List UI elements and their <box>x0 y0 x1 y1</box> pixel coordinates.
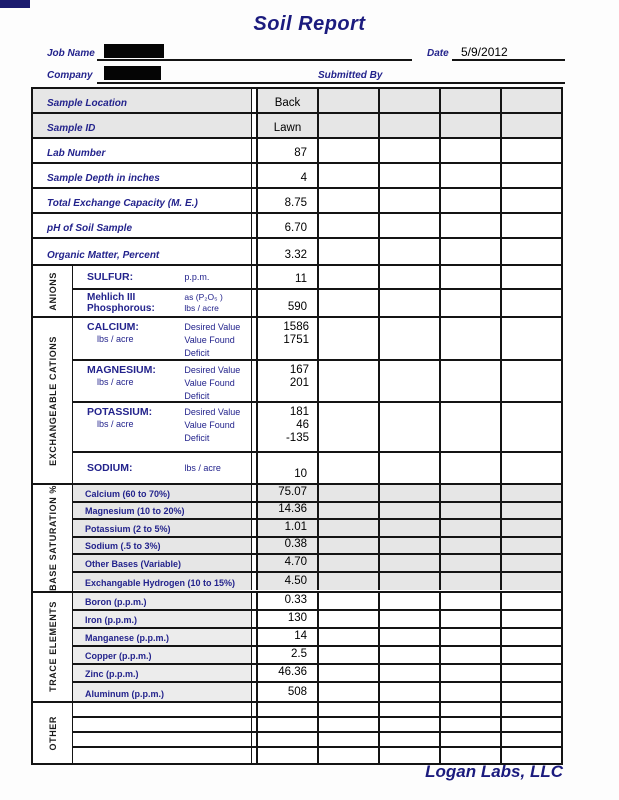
empty-cell <box>378 703 439 716</box>
empty-cell <box>500 665 561 681</box>
empty-cell <box>439 89 500 112</box>
table-row-potassium <box>73 403 561 453</box>
table-row-aluminum <box>73 683 561 701</box>
empty-cell <box>439 214 500 237</box>
unit-label: lbs / acre <box>184 303 219 313</box>
cell-value: 4.70 <box>256 555 317 571</box>
row-label: SULFUR: <box>87 270 134 283</box>
cell-value: 130 <box>256 611 317 627</box>
base-saturation-section <box>33 485 561 593</box>
cell-value: 1.01 <box>256 520 317 536</box>
other-section-label: OTHER <box>47 715 58 751</box>
cell-value: 167 201 <box>256 361 317 401</box>
base-saturation-sidebar <box>33 485 73 591</box>
table-row-sulfur <box>73 266 561 290</box>
empty-cell <box>500 647 561 663</box>
empty-cell <box>317 403 378 451</box>
empty-cell <box>317 266 378 288</box>
empty-cell <box>317 361 378 401</box>
sub-row-label: Desired Value <box>184 407 241 417</box>
empty-cell <box>439 703 500 716</box>
empty-cell <box>378 629 439 645</box>
row-label: CALCIUM: <box>87 321 139 333</box>
empty-cell <box>317 239 378 264</box>
row-label: Potassium (2 to 5%) <box>85 524 171 534</box>
unit-label: lbs / acre <box>97 419 134 429</box>
empty-cell <box>317 114 378 137</box>
empty-cell <box>317 665 378 681</box>
empty-cell <box>500 164 561 187</box>
empty-cell <box>256 748 317 763</box>
empty-cell <box>439 665 500 681</box>
empty-cell <box>378 555 439 571</box>
empty-cell <box>439 139 500 162</box>
other-section <box>33 703 561 763</box>
empty-cell <box>439 683 500 701</box>
empty-cell <box>500 214 561 237</box>
empty-cell <box>439 114 500 137</box>
empty-cell <box>317 503 378 518</box>
empty-cell <box>378 538 439 553</box>
sub-row-label: Desired Value <box>184 322 241 332</box>
cell-value: 0.38 <box>256 538 317 553</box>
empty-cell <box>317 453 378 483</box>
empty-cell <box>317 89 378 112</box>
row-label: Magnesium (10 to 20%) <box>85 506 185 516</box>
empty-cell <box>317 611 378 627</box>
table-row-copper <box>73 647 561 665</box>
empty-cell <box>439 290 500 316</box>
trace-elements-section-label: TRACE ELEMENTS <box>47 601 58 693</box>
page-title: Soil Report <box>253 13 366 35</box>
table-row-sample-location <box>33 89 561 114</box>
cell-value: 87 <box>256 139 317 162</box>
other-sidebar <box>33 703 73 763</box>
row-label: Boron (p.p.m.) <box>85 596 147 607</box>
cell-value: 1586 1751 <box>256 318 317 359</box>
table-row-sample-depth <box>33 164 561 189</box>
empty-cell <box>500 503 561 518</box>
empty-cell <box>439 647 500 663</box>
sub-row-label: Value Found <box>184 378 235 388</box>
empty-cell <box>378 318 439 359</box>
cell-value: Back <box>256 89 317 112</box>
table-row-calcium <box>73 318 561 361</box>
empty-cell <box>317 555 378 571</box>
empty-cell <box>378 114 439 137</box>
row-label: Aluminum (p.p.m.) <box>85 688 164 699</box>
empty-cell <box>378 239 439 264</box>
row-label: MAGNESIUM: <box>87 364 156 376</box>
table-row-ph <box>33 214 561 239</box>
empty-cell <box>317 290 378 316</box>
row-label: Total Exchange Capacity (M. E.) <box>47 198 198 209</box>
empty-cell <box>317 629 378 645</box>
empty-cell <box>378 718 439 731</box>
empty-cell <box>500 290 561 316</box>
cell-value: 6.70 <box>256 214 317 237</box>
anions-section <box>33 266 561 318</box>
sub-row-label: Value Found <box>184 335 235 345</box>
cell-value: 10 <box>256 453 317 483</box>
table-row-bs-other-bases <box>73 555 561 573</box>
empty-cell <box>378 611 439 627</box>
empty-cell <box>439 520 500 536</box>
empty-cell <box>317 164 378 187</box>
row-label: Sample Depth in inches <box>47 173 160 184</box>
empty-cell <box>439 453 500 483</box>
cell-value: 590 <box>256 290 317 316</box>
table-row-bs-calcium <box>73 485 561 503</box>
job-name-underline <box>97 59 412 61</box>
table-row-manganese <box>73 629 561 647</box>
empty-cell <box>500 318 561 359</box>
empty-cell <box>317 538 378 553</box>
cell-value: 8.75 <box>256 189 317 212</box>
empty-cell <box>500 593 561 609</box>
empty-label-cell <box>73 748 252 763</box>
cell-value: 4 <box>256 164 317 187</box>
empty-cell <box>378 485 439 501</box>
empty-cell <box>439 189 500 212</box>
empty-cell <box>317 733 378 746</box>
table-row-other-2 <box>73 718 561 733</box>
row-label: Calcium (60 to 70%) <box>85 489 171 499</box>
row-label: Zinc (p.p.m.) <box>85 668 139 679</box>
table-row-other-3 <box>73 733 561 748</box>
empty-cell <box>439 403 500 451</box>
table-row-organic-matter <box>33 239 561 264</box>
empty-cell <box>317 647 378 663</box>
empty-cell <box>378 748 439 763</box>
row-label: Sodium (.5 to 3%) <box>85 541 161 551</box>
empty-cell <box>500 239 561 264</box>
empty-cell <box>439 611 500 627</box>
empty-cell <box>256 703 317 716</box>
company-underline <box>97 82 565 84</box>
sub-row-label: Desired Value <box>184 365 241 375</box>
row-label: Organic Matter, Percent <box>47 250 160 261</box>
empty-cell <box>378 503 439 518</box>
empty-cell <box>439 266 500 288</box>
empty-cell <box>378 403 439 451</box>
unit-label: as (P₂O₅ ) <box>184 292 223 302</box>
cell-value: 11 <box>256 266 317 288</box>
table-row-bs-hydrogen <box>73 573 561 590</box>
cell-value: 75.07 <box>256 485 317 501</box>
empty-label-cell <box>73 703 252 716</box>
cations-sidebar <box>33 318 73 483</box>
table-row-other-1 <box>73 703 561 718</box>
anions-section-label: ANIONS <box>47 271 58 311</box>
submitted-by-label: Submitted By <box>318 70 383 81</box>
empty-cell <box>439 538 500 553</box>
row-label: POTASSIUM: <box>87 406 153 418</box>
empty-cell <box>317 748 378 763</box>
empty-cell <box>317 318 378 359</box>
empty-cell <box>500 403 561 451</box>
table-row-zinc <box>73 665 561 683</box>
date-value: 5/9/2012 <box>461 45 508 59</box>
lab-name: Logan Labs, LLC <box>425 762 563 781</box>
sub-row-label: Deficit <box>184 433 210 443</box>
empty-cell <box>317 214 378 237</box>
cell-value: 508 <box>256 683 317 701</box>
date-underline <box>452 59 565 61</box>
empty-cell <box>256 718 317 731</box>
cell-value: 46.36 <box>256 665 317 681</box>
empty-cell <box>378 89 439 112</box>
cell-value: 2.5 <box>256 647 317 663</box>
empty-cell <box>378 164 439 187</box>
row-label: Mehlich III <box>87 292 136 303</box>
unit-label: lbs / acre <box>97 377 134 387</box>
table-row-bs-magnesium <box>73 503 561 520</box>
empty-cell <box>500 361 561 401</box>
table-row-boron <box>73 593 561 611</box>
table-row-magnesium <box>73 361 561 403</box>
empty-cell <box>378 290 439 316</box>
row-label: Other Bases (Variable) <box>85 559 182 569</box>
empty-cell <box>500 629 561 645</box>
empty-cell <box>439 318 500 359</box>
table-row-lab-number <box>33 139 561 164</box>
table-row-other-4 <box>73 748 561 763</box>
empty-cell <box>500 733 561 746</box>
cations-section <box>33 318 561 485</box>
trace-elements-section <box>33 593 561 703</box>
cations-section-label: EXCHANGEABLE CATIONS <box>47 335 58 466</box>
empty-cell <box>500 611 561 627</box>
company-label: Company <box>47 70 93 81</box>
empty-cell <box>500 139 561 162</box>
row-label: Copper (p.p.m.) <box>85 650 152 661</box>
sub-row-label: Value Found <box>184 420 235 430</box>
row-label: Manganese (p.p.m.) <box>85 632 170 643</box>
empty-cell <box>317 718 378 731</box>
empty-cell <box>378 139 439 162</box>
empty-cell <box>500 453 561 483</box>
empty-cell <box>317 485 378 501</box>
cell-value: 14 <box>256 629 317 645</box>
table-row-bs-potassium <box>73 520 561 538</box>
row-label: Exchangable Hydrogen (10 to 15%) <box>85 578 236 588</box>
empty-cell <box>378 520 439 536</box>
empty-cell <box>500 703 561 716</box>
empty-cell <box>500 485 561 501</box>
cell-value: 3.32 <box>256 239 317 264</box>
empty-cell <box>439 361 500 401</box>
job-name-redacted-value <box>104 44 164 58</box>
empty-cell <box>500 114 561 137</box>
empty-cell <box>500 748 561 763</box>
empty-cell <box>439 555 500 571</box>
empty-cell <box>317 520 378 536</box>
empty-cell <box>256 733 317 746</box>
empty-cell <box>500 520 561 536</box>
row-label: Sample ID <box>47 123 96 134</box>
empty-cell <box>439 718 500 731</box>
empty-cell <box>439 503 500 518</box>
cell-value: 4.50 <box>256 573 317 590</box>
empty-cell <box>500 538 561 553</box>
empty-cell <box>378 665 439 681</box>
row-label: Iron (p.p.m.) <box>85 614 137 625</box>
row-label: Lab Number <box>47 148 106 159</box>
table-row-total-exchange-capacity <box>33 189 561 214</box>
empty-cell <box>439 573 500 590</box>
sub-row-label: Deficit <box>184 391 210 401</box>
empty-cell <box>378 683 439 701</box>
empty-cell <box>317 703 378 716</box>
empty-cell <box>378 214 439 237</box>
empty-cell <box>317 573 378 590</box>
empty-cell <box>500 683 561 701</box>
table-row-bs-sodium <box>73 538 561 555</box>
empty-cell <box>500 555 561 571</box>
empty-cell <box>439 239 500 264</box>
corner-mark <box>0 0 30 8</box>
empty-cell <box>439 593 500 609</box>
empty-cell <box>378 647 439 663</box>
empty-cell <box>317 593 378 609</box>
unit-label: lbs / acre <box>184 462 221 473</box>
trace-elements-sidebar <box>33 593 73 701</box>
cell-value: 14.36 <box>256 503 317 518</box>
empty-cell <box>378 573 439 590</box>
company-redacted-value <box>104 66 161 80</box>
empty-cell <box>500 266 561 288</box>
empty-cell <box>378 733 439 746</box>
job-name-label: Job Name <box>47 48 95 59</box>
empty-cell <box>378 266 439 288</box>
sub-row-label: Deficit <box>184 348 210 358</box>
anions-sidebar <box>33 266 73 316</box>
empty-cell <box>500 573 561 590</box>
empty-cell <box>439 485 500 501</box>
table-row-sample-id <box>33 114 561 139</box>
unit-label: lbs / acre <box>97 334 134 344</box>
row-label: pH of Soil Sample <box>47 223 133 234</box>
empty-cell <box>378 593 439 609</box>
row-label: Phosphorous: <box>87 303 155 314</box>
empty-cell <box>439 733 500 746</box>
empty-cell <box>378 361 439 401</box>
empty-cell <box>317 139 378 162</box>
row-label: SODIUM: <box>87 461 133 474</box>
table-row-iron <box>73 611 561 629</box>
empty-cell <box>500 189 561 212</box>
empty-cell <box>378 453 439 483</box>
row-label: Sample Location <box>47 98 128 109</box>
sample-info-section <box>33 89 561 266</box>
cell-value: 0.33 <box>256 593 317 609</box>
empty-cell <box>378 189 439 212</box>
empty-cell <box>500 89 561 112</box>
table-row-phosphorous <box>73 290 561 316</box>
empty-label-cell <box>73 718 252 731</box>
empty-cell <box>317 189 378 212</box>
empty-label-cell <box>73 733 252 746</box>
base-saturation-section-label: BASE SATURATION % <box>47 485 58 591</box>
empty-cell <box>439 164 500 187</box>
empty-cell <box>439 629 500 645</box>
empty-cell <box>317 683 378 701</box>
empty-cell <box>439 748 500 763</box>
unit-label: p.p.m. <box>184 271 210 282</box>
date-label: Date <box>427 48 449 59</box>
soil-report-table <box>31 87 563 765</box>
cell-value: Lawn <box>256 114 317 137</box>
table-row-sodium <box>73 453 561 483</box>
cell-value: 181 46 -135 <box>256 403 317 451</box>
empty-cell <box>500 718 561 731</box>
